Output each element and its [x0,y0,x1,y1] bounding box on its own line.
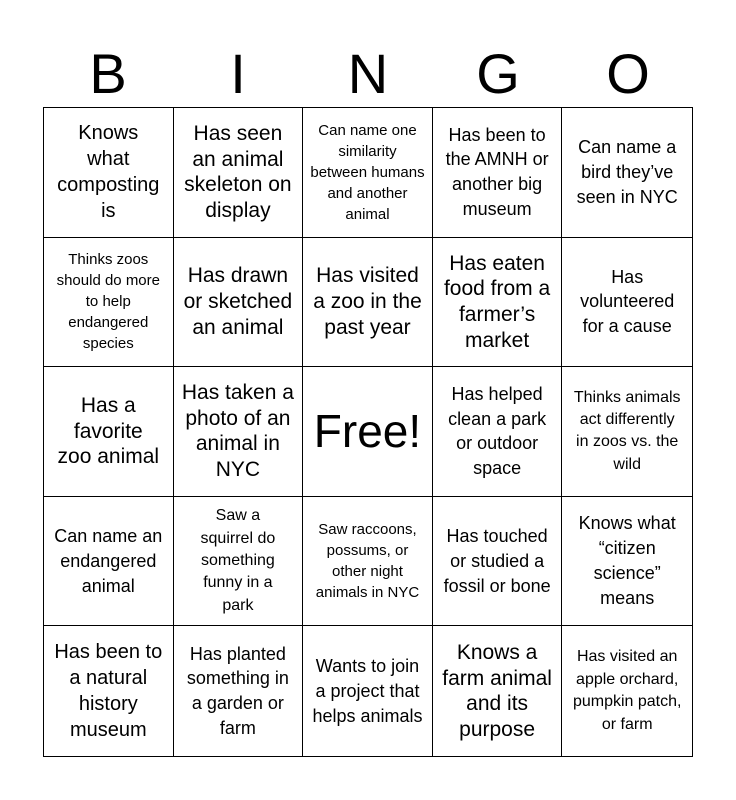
bingo-cell[interactable] [433,367,563,497]
bingo-cell[interactable] [562,108,692,238]
bingo-cell[interactable] [174,626,304,756]
bingo-cell[interactable] [303,108,433,238]
bingo-cell-text: Can name one similarity between humans and another animal [310,121,425,223]
bingo-cell-text: Thinks zoos should do more to help endangered species [56,251,160,353]
bingo-cell-text: Has seen an animal skeleton on display [184,122,292,222]
bingo-cell-text: Has been to the AMNH or another big museum [445,124,549,220]
bingo-cell-text: Knows a farm animal and its purpose [442,640,552,741]
bingo-cell-text: Saw raccoons, possums, or other night animals in NYC [315,521,420,602]
bingo-cell[interactable] [174,238,304,368]
bingo-cell-text: Saw a squirrel do something funny in a park [200,507,276,614]
header-letter-i: I [230,42,246,105]
bingo-cell-text: Has visited a zoo in the past year [313,264,422,339]
bingo-cell-text: Has a favorite zoo animal [57,394,160,469]
bingo-cell[interactable] [44,497,174,627]
bingo-cell[interactable] [562,497,692,627]
bingo-header [43,40,693,108]
header-letter-o: O [606,42,650,105]
bingo-cell-text: Wants to join a project that helps animals [312,655,423,726]
bingo-cell[interactable] [174,108,304,238]
bingo-cell[interactable] [562,367,692,497]
bingo-cell-text: Can name a bird they’ve seen in NYC [576,137,678,207]
bingo-cell[interactable] [433,626,563,756]
bingo-cell[interactable] [303,626,433,756]
bingo-cell-text: Knows what composting is [57,122,160,223]
bingo-cell[interactable] [433,108,563,238]
bingo-cell-text: Knows what “citizen science” means [578,513,676,608]
bingo-cell[interactable] [433,497,563,627]
bingo-cell-text: Has eaten food from a farmer’s market [443,251,551,352]
bingo-cell[interactable] [44,238,174,368]
bingo-cell-text: Can name an endangered animal [54,525,163,596]
bingo-cell[interactable] [303,238,433,368]
bingo-cell-text: Has helped clean a park or outdoor space [448,383,547,479]
bingo-cell-text: Has visited an apple orchard, pumpkin patch, or farm [572,648,682,733]
bingo-cell[interactable] [562,626,692,756]
bingo-cell[interactable] [174,497,304,627]
bingo-cell[interactable] [44,108,174,238]
bingo-cell[interactable] [44,367,174,497]
bingo-cell-text: Has planted something in a garden or farm [186,643,289,739]
bingo-cell-text: Has volunteered for a cause [580,266,675,337]
bingo-cell[interactable] [433,238,563,368]
header-letter-b: B [89,42,127,105]
bingo-cell[interactable] [44,626,174,756]
bingo-free-cell[interactable] [303,367,433,497]
bingo-cell[interactable] [174,367,304,497]
header-letter-g: G [476,42,520,105]
bingo-cell-text: Has taken a photo of an animal in NYC [181,381,294,482]
bingo-card-grid [43,107,693,757]
bingo-cell[interactable] [303,497,433,627]
bingo-cell-text: Has touched or studied a fossil or bone [443,525,551,596]
bingo-cell-text: Thinks animals act differently in zoos vs. the wild [573,388,681,473]
bingo-cell-text: Has been to a natural history museum [54,641,163,742]
bingo-cell[interactable] [562,238,692,368]
header-letter-n: N [347,42,389,105]
bingo-cell-text: Has drawn or sketched an animal [183,264,293,339]
free-space-label: Free! [313,405,422,458]
